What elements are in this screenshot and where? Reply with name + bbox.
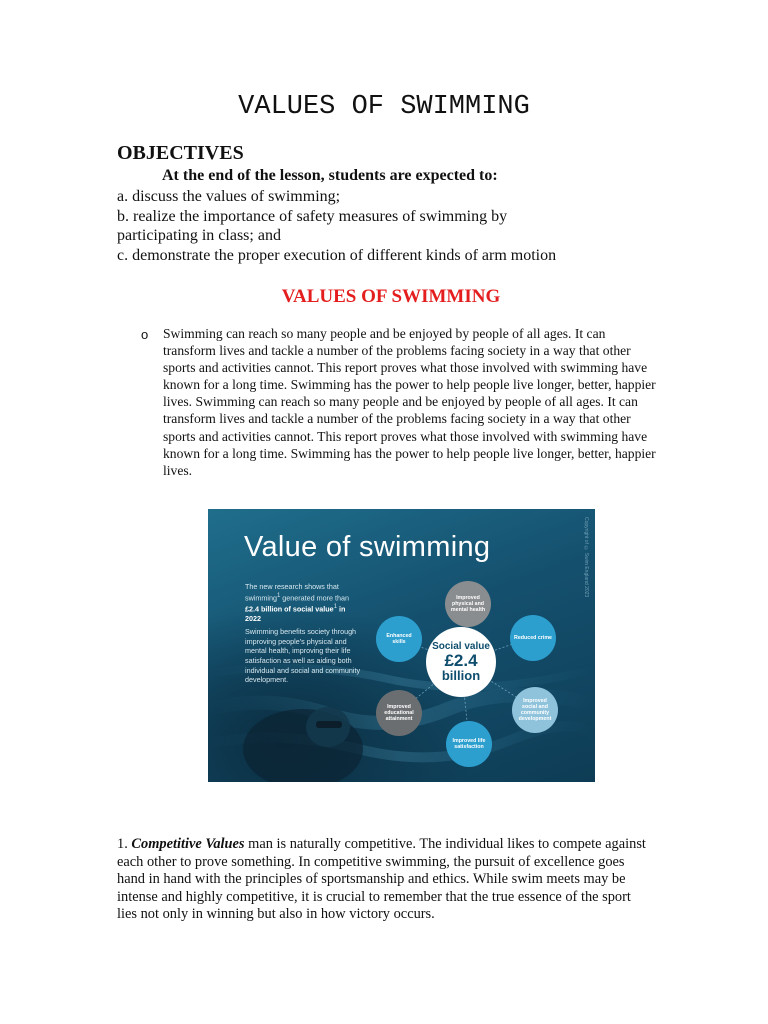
section-heading: VALUES OF SWIMMING (281, 286, 501, 307)
text-part: The new research shows that swimming (245, 582, 339, 602)
node-education (376, 690, 422, 736)
node-community (512, 687, 558, 733)
objective-item: participating in class; and (117, 227, 281, 244)
paragraph-text: man is naturally competitive. The individual likes to compete (244, 836, 602, 852)
node-label: Enhanced skills (386, 632, 412, 645)
objective-item: a. discuss the values of swimming; (117, 188, 341, 205)
text-part: generated more than (280, 592, 350, 602)
text-part: Swimming benefits society through improving people's physical and mental health, improving their life satisfaction as well as aiding both individual and social and community development. (245, 627, 361, 685)
value-of-swimming-infographic (208, 509, 595, 782)
footnote-mark: 1 (333, 603, 338, 610)
node-label: Improved educational attainment (384, 703, 414, 723)
social-value-label: Social value (432, 641, 490, 652)
infographic-title: Value of swimming (244, 531, 491, 563)
competitive-values-paragraph (117, 836, 647, 924)
node-health (445, 581, 491, 627)
node-skills (376, 616, 422, 662)
social-value-unit: billion (441, 668, 481, 683)
objective-item: c. demonstrate the proper execution of different kinds of arm motion (117, 246, 557, 264)
paragraph-text: against each other to prove something. In competitive swimming, the pursuit of excellence goes hand in hand with the principles of sportsmanship and ethics. While swim meets may be intense and highly competitive, it is crucial to remember that the true essence of the sport lies not only in winning but also in how victory occurs. (117, 836, 646, 923)
bullet-marker: o (141, 327, 149, 342)
footnote-mark: 1 (276, 592, 281, 599)
objective-item: b. realize the importance of safety measures of swimming by (117, 207, 508, 225)
term-competitive-values: Competitive Values (131, 836, 245, 852)
node-label: Reduced crime (514, 634, 552, 641)
copyright-note: Copyright of © Swim England 2023 (583, 517, 589, 598)
section-paragraph: Swimming can reach so many people and be enjoyed by people of all ages. It can transform lives and tackle a number of the problems facing society in a way that other sports and activities cannot. This report proves what those involved with swimming have known for a long time. Swimming has the power to help people live longer, better, happier lives. Swimming can reach so many people and be enjoyed by people of all ages. It can transform lives and tackle a number of the problems facing society in a way that other sports and activities cannot. This report proves what those involved with swimming have known for a long time. Swimming has the power to help people live longer, better, happier lives. (163, 326, 656, 478)
objectives-heading: OBJECTIVES (117, 142, 244, 164)
page-title: VALUES OF SWIMMING (238, 92, 530, 122)
objectives-list (117, 187, 677, 265)
item-number: 1. (117, 836, 128, 852)
highlight-text: in 2022 (245, 603, 346, 623)
node-label: Improved social and community development (518, 697, 552, 723)
highlight-text: £2.4 billion of social value (245, 603, 334, 613)
node-crime (510, 615, 556, 661)
objectives-lead: At the end of the lesson, students are expected to: (162, 167, 498, 184)
node-label: Improved physical and mental health (450, 594, 486, 614)
node-label: Improved life satisfaction (452, 737, 486, 750)
node-life-satisfaction (446, 721, 492, 767)
social-value-circle (426, 627, 496, 697)
social-value-amount: £2.4 (444, 651, 478, 670)
